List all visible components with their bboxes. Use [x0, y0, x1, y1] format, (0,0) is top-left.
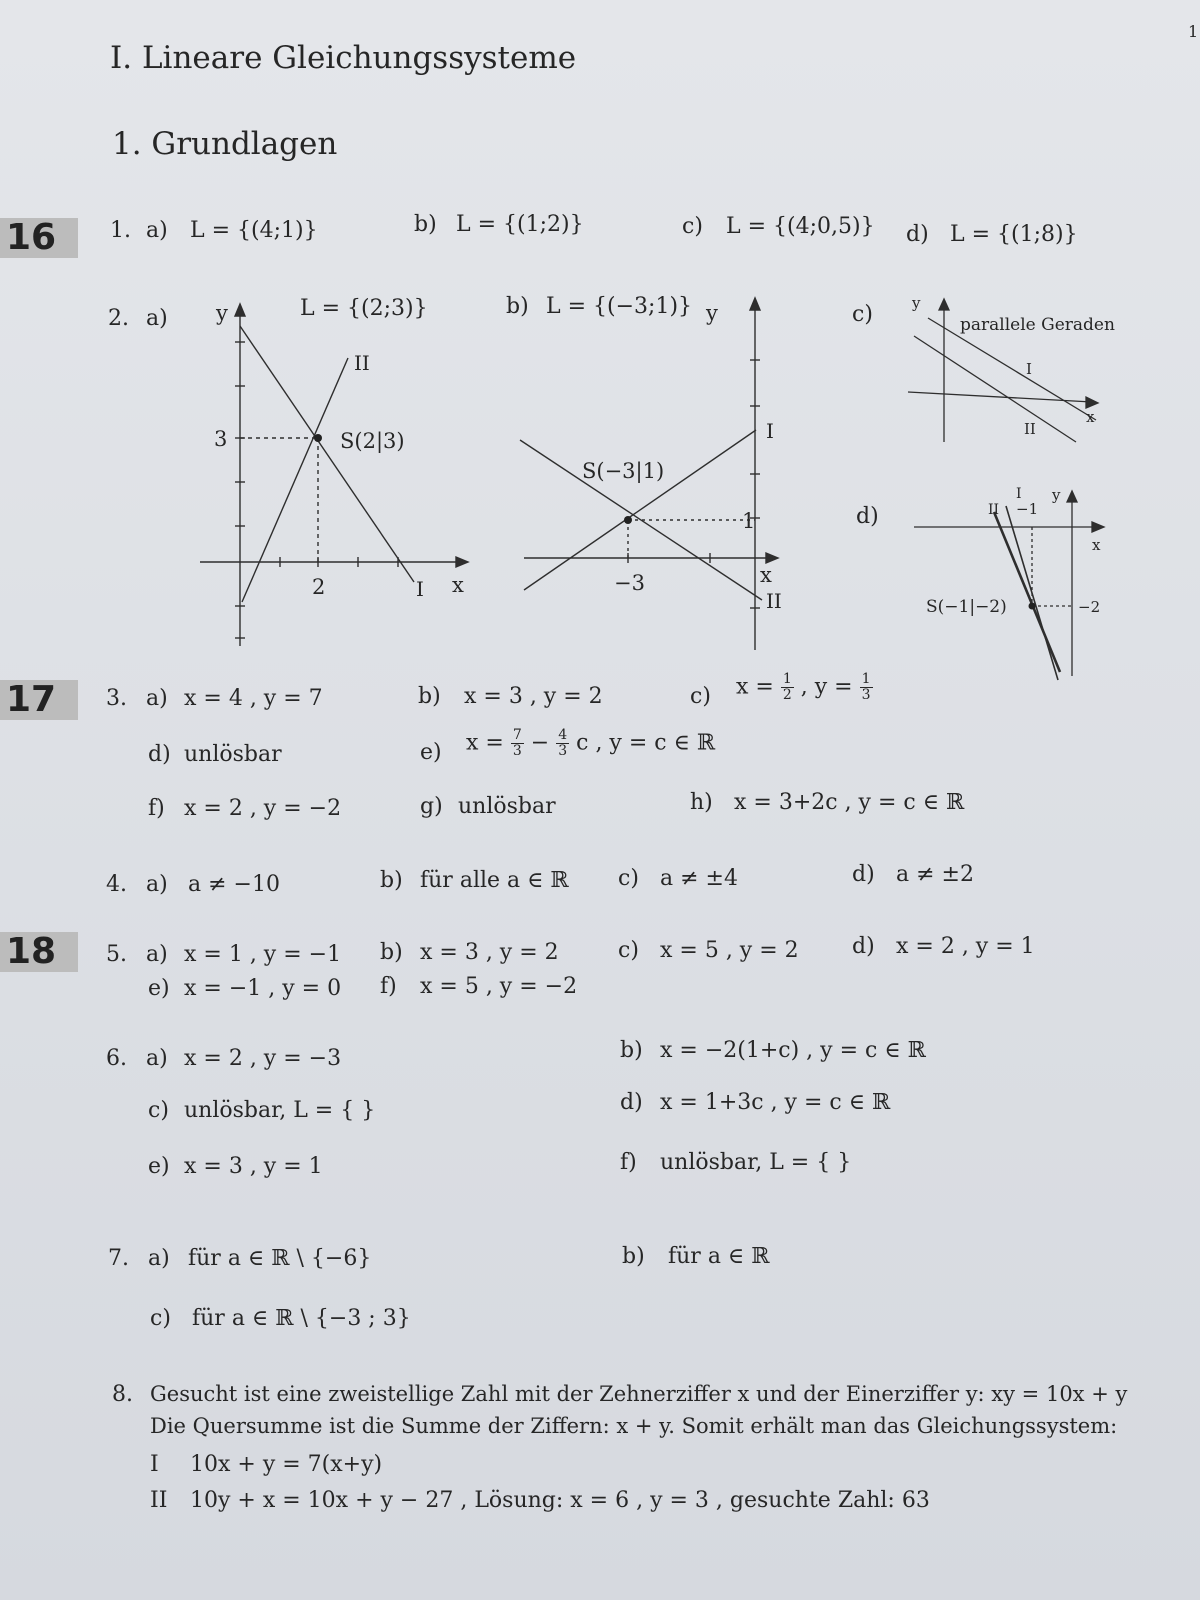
ex3-g-label: g)	[420, 794, 443, 819]
ex6-c-label: c)	[148, 1098, 169, 1123]
ex2-a-label: a)	[146, 306, 168, 331]
ex3-f: x = 2 , y = −2	[184, 796, 342, 821]
ex8-eq2-label: II	[150, 1488, 168, 1513]
ex7-c: für a ∈ ℝ \ {−3 ; 3}	[192, 1306, 411, 1331]
graph-a	[190, 296, 480, 656]
ex2-d-label: d)	[856, 504, 879, 529]
ex2-c-label: c)	[852, 302, 873, 327]
ex3-c-x-fraction	[781, 672, 794, 703]
ex2-b-solution: L = {(−3;1)}	[546, 294, 693, 319]
ex6-d: x = 1+3c , y = c ∈ ℝ	[660, 1090, 891, 1115]
graph-c-y-label: y	[912, 294, 921, 312]
ex3-e-suffix: c , y = c ∈ ℝ	[576, 730, 716, 756]
graph-d-line-1-label: I	[1016, 486, 1022, 502]
graph-a-line-1-label: I	[416, 577, 424, 601]
graph-a-point-label: S(2|3)	[340, 429, 405, 453]
ex8-number: 8.	[112, 1382, 133, 1407]
graph-b-y-label: y	[706, 301, 718, 325]
ex1-b: L = {(1;2)}	[456, 212, 584, 237]
ex3-e-fraction-2	[556, 728, 569, 759]
page-marker-16: 16	[0, 218, 78, 258]
graph-d-y-label: y	[1052, 486, 1061, 504]
page-marker-18: 18	[0, 932, 78, 972]
graph-c-line-2	[914, 336, 1076, 442]
ex3-e-prefix: x =	[466, 730, 504, 756]
graph-d-x-label: x	[1092, 536, 1101, 554]
ex4-d: a ≠ ±2	[896, 862, 974, 887]
graph-a-y-label: y	[216, 301, 228, 325]
graph-a-x-label: x	[452, 573, 464, 597]
ex6-number: 6.	[106, 1046, 127, 1071]
ex5-b: x = 3 , y = 2	[420, 940, 559, 965]
ex2-b-label: b)	[506, 294, 529, 319]
ex3-e-label: e)	[420, 740, 442, 765]
ex3-e-fraction-1	[511, 728, 524, 759]
ex7-number: 7.	[108, 1246, 129, 1271]
ex3-c-y-numerator: 1	[861, 671, 871, 687]
ex4-c-label: c)	[618, 866, 639, 891]
ex6-e: x = 3 , y = 1	[184, 1154, 323, 1179]
ex5-d-label: d)	[852, 934, 875, 959]
ex2-number: 2.	[108, 306, 129, 331]
ex4-c: a ≠ ±4	[660, 866, 738, 891]
graph-a-line-2-label: II	[354, 351, 370, 375]
ex5-a-label: a)	[146, 942, 168, 967]
ex4-a: a ≠ −10	[188, 872, 280, 897]
ex7-b: für a ∈ ℝ	[668, 1244, 770, 1269]
ex6-a: x = 2 , y = −3	[184, 1046, 342, 1071]
ex8-line-1: Gesucht ist eine zweistellige Zahl mit der Zehnerziffer x und der Einerziffer y: xy = 10x + y	[150, 1382, 1128, 1406]
graph-b-tick-y: 1	[742, 509, 756, 533]
graph-b-x-arrow	[766, 553, 778, 563]
ex1-d: L = {(1;8)}	[950, 222, 1078, 247]
ex1-d-label: d)	[906, 222, 929, 247]
ex3-d: unlösbar	[184, 742, 282, 767]
ex7-a-label: a)	[148, 1246, 170, 1271]
ex7-c-label: c)	[150, 1306, 171, 1331]
page-marker-17: 17	[0, 680, 78, 720]
ex3-c-y-denominator: 3	[861, 687, 871, 703]
ex4-d-label: d)	[852, 862, 875, 887]
graph-b-point-label: S(−3|1)	[582, 459, 665, 483]
ex1-b-label: b)	[414, 212, 437, 237]
graph-d	[914, 484, 1114, 686]
ex3-e-numerator-1: 7	[512, 727, 522, 743]
ex2-a-solution: L = {(2;3)}	[300, 296, 428, 321]
ex3-g: unlösbar	[458, 794, 556, 819]
ex5-a: x = 1 , y = −1	[184, 942, 342, 967]
ex8-eq2: 10y + x = 10x + y − 27 , Lösung: x = 6 , y = 3 , gesuchte Zahl: 63	[190, 1488, 930, 1513]
graph-d-line-2-label: II	[988, 502, 1000, 518]
graph-c-x-label: x	[1086, 408, 1095, 426]
ex3-c	[736, 672, 873, 703]
ex3-number: 3.	[106, 686, 127, 711]
ex3-h-label: h)	[690, 790, 713, 815]
ex5-e-label: e)	[148, 976, 170, 1001]
ex3-b: x = 3 , y = 2	[464, 684, 603, 709]
ex3-c-x-numerator: 1	[782, 671, 792, 687]
graph-a-intersection-point	[314, 434, 322, 442]
section-title: 1. Grundlagen	[112, 126, 338, 162]
graph-d-tick-y: −2	[1078, 598, 1101, 616]
ex1-c: L = {(4;0,5)}	[726, 214, 875, 239]
graph-c	[900, 292, 1120, 452]
ex3-e-minus: −	[530, 730, 550, 756]
graph-a-y-arrow	[235, 304, 245, 316]
graph-c-line-2-label: II	[1024, 420, 1036, 438]
ex5-f-label: f)	[380, 974, 397, 999]
ex3-a-label: a)	[146, 686, 168, 711]
graph-b-y-arrow	[750, 298, 760, 310]
graph-c-caption: parallele Geraden	[960, 315, 1115, 335]
ex4-b: für alle a ∈ ℝ	[420, 868, 569, 893]
ex3-c-y-prefix: , y =	[800, 674, 853, 700]
ex3-b-label: b)	[418, 684, 441, 709]
ex6-d-label: d)	[620, 1090, 643, 1115]
graph-b-intersection-point	[624, 516, 632, 524]
chapter-title: I. Lineare Gleichungssysteme	[110, 40, 577, 76]
graph-d-x-arrow	[1092, 522, 1104, 532]
graph-a-line-2	[242, 358, 348, 602]
ex3-h: x = 3+2c , y = c ∈ ℝ	[734, 790, 965, 815]
graph-a-line-1	[240, 326, 414, 582]
ex3-e-denominator-2: 3	[558, 743, 568, 759]
ex3-f-label: f)	[148, 796, 165, 821]
graph-a-tick-x: 2	[312, 575, 326, 599]
ex5-d: x = 2 , y = 1	[896, 934, 1035, 959]
graph-d-line-1	[994, 512, 1060, 672]
ex3-c-x-prefix: x =	[736, 674, 774, 700]
ex6-c: unlösbar, L = { }	[184, 1098, 376, 1123]
ex3-c-x-denominator: 2	[782, 687, 792, 703]
graph-b-line-1	[524, 430, 756, 590]
ex3-e-denominator-1: 3	[512, 743, 522, 759]
ex6-b-label: b)	[620, 1038, 643, 1063]
ex6-f-label: f)	[620, 1150, 637, 1175]
ex6-f: unlösbar, L = { }	[660, 1150, 852, 1175]
ex6-e-label: e)	[148, 1154, 170, 1179]
ex6-b: x = −2(1+c) , y = c ∈ ℝ	[660, 1038, 926, 1063]
graph-b-line-1-label: I	[766, 419, 774, 443]
graph-b	[510, 290, 830, 660]
ex6-a-label: a)	[146, 1046, 168, 1071]
ex4-a-label: a)	[146, 872, 168, 897]
ex5-f: x = 5 , y = −2	[420, 974, 578, 999]
graph-d-tick-x: −1	[1016, 500, 1039, 518]
graph-d-intersection-point	[1029, 603, 1036, 610]
ex1-c-label: c)	[682, 214, 703, 239]
ex5-number: 5.	[106, 942, 127, 967]
ex7-b-label: b)	[622, 1244, 645, 1269]
ex3-c-label: c)	[690, 684, 711, 709]
graph-d-y-arrow	[1067, 491, 1077, 502]
graph-c-line-1-label: I	[1026, 360, 1032, 378]
ex3-d-label: d)	[148, 742, 171, 767]
ex7-a: für a ∈ ℝ \ {−6}	[188, 1246, 372, 1271]
ex5-b-label: b)	[380, 940, 403, 965]
graph-b-tick-x: −3	[614, 571, 645, 595]
ex8-eq1: 10x + y = 7(x+y)	[190, 1452, 383, 1477]
graph-c-y-arrow	[939, 299, 949, 310]
ex1-a: L = {(4;1)}	[190, 218, 318, 243]
corner-number: 1	[1188, 22, 1199, 41]
graph-d-point-label: S(−1|−2)	[926, 597, 1007, 617]
ex3-e	[466, 728, 715, 759]
ex4-b-label: b)	[380, 868, 403, 893]
graph-b-line-2-label: II	[766, 589, 782, 613]
ex5-c: x = 5 , y = 2	[660, 938, 799, 963]
graph-b-x-label: x	[760, 563, 772, 587]
ex1-number: 1.	[110, 218, 131, 243]
ex8-eq1-label: I	[150, 1452, 159, 1477]
ex4-number: 4.	[106, 872, 127, 897]
ex5-e: x = −1 , y = 0	[184, 976, 342, 1001]
ex3-a: x = 4 , y = 7	[184, 686, 323, 711]
ex3-e-numerator-2: 4	[558, 727, 568, 743]
ex1-a-label: a)	[146, 218, 168, 243]
graph-a-x-arrow	[456, 557, 468, 567]
graph-a-tick-y: 3	[214, 427, 228, 451]
ex3-c-y-fraction	[860, 672, 873, 703]
ex5-c-label: c)	[618, 938, 639, 963]
ex8-line-2: Die Quersumme ist die Summe der Ziffern: x + y. Somit erhält man das Gleichungssystem:	[150, 1414, 1118, 1438]
graph-c-x-arrow	[1086, 397, 1098, 408]
